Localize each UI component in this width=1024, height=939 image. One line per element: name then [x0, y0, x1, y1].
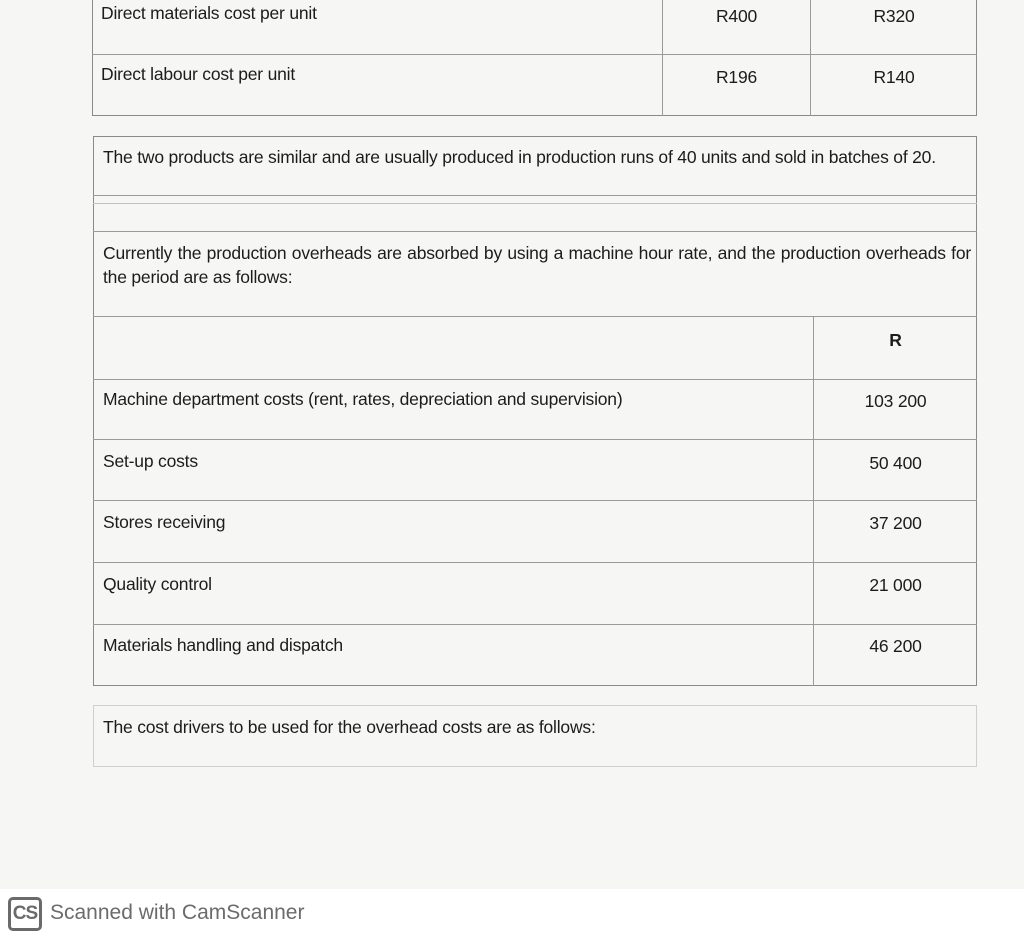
row-divider — [93, 562, 977, 563]
overhead-label: Machine department costs (rent, rates, depreciation and supervision) — [103, 389, 623, 409]
row-label: Direct materials cost per unit — [101, 3, 317, 23]
row-divider — [93, 379, 977, 380]
overheads-intro-paragraph: Currently the production overheads are absorbed by using a machine hour rate, and the production overheads for the period are as follows: — [103, 243, 971, 287]
overhead-amount: 46 200 — [869, 636, 922, 656]
row-label: Direct labour cost per unit — [101, 64, 295, 84]
row-value-product-1: R400 — [715, 6, 758, 26]
row-divider — [93, 439, 977, 440]
row-divider — [93, 316, 977, 317]
row-value-product-2: R140 — [873, 67, 915, 87]
production-runs-paragraph: The two products are similar and are usually produced in production runs of 40 units and sold in batches of 20. — [103, 147, 936, 167]
row-value-product-2: R320 — [873, 6, 915, 26]
row-divider — [93, 195, 977, 196]
overhead-label: Stores receiving — [103, 512, 226, 532]
overhead-label: Quality control — [103, 574, 212, 594]
column-divider — [813, 316, 814, 686]
overhead-amount: 37 200 — [869, 513, 922, 533]
row-divider — [93, 624, 977, 625]
cost-drivers-paragraph: The cost drivers to be used for the overhead costs are as follows: — [103, 717, 596, 737]
row-value-product-1: R196 — [715, 67, 758, 87]
row-divider — [93, 231, 977, 232]
overhead-amount: 50 400 — [869, 453, 922, 473]
overhead-label: Materials handling and dispatch — [103, 635, 343, 655]
currency-column-header: R — [889, 330, 902, 350]
overhead-amount: 103 200 — [864, 391, 927, 411]
row-divider — [92, 54, 977, 55]
camscanner-logo-icon: CS — [8, 897, 42, 931]
overhead-label: Set-up costs — [103, 451, 198, 471]
row-divider — [93, 203, 977, 204]
camscanner-watermark: Scanned with CamScanner — [50, 901, 305, 924]
overhead-amount: 21 000 — [869, 575, 922, 595]
row-divider — [93, 500, 977, 501]
